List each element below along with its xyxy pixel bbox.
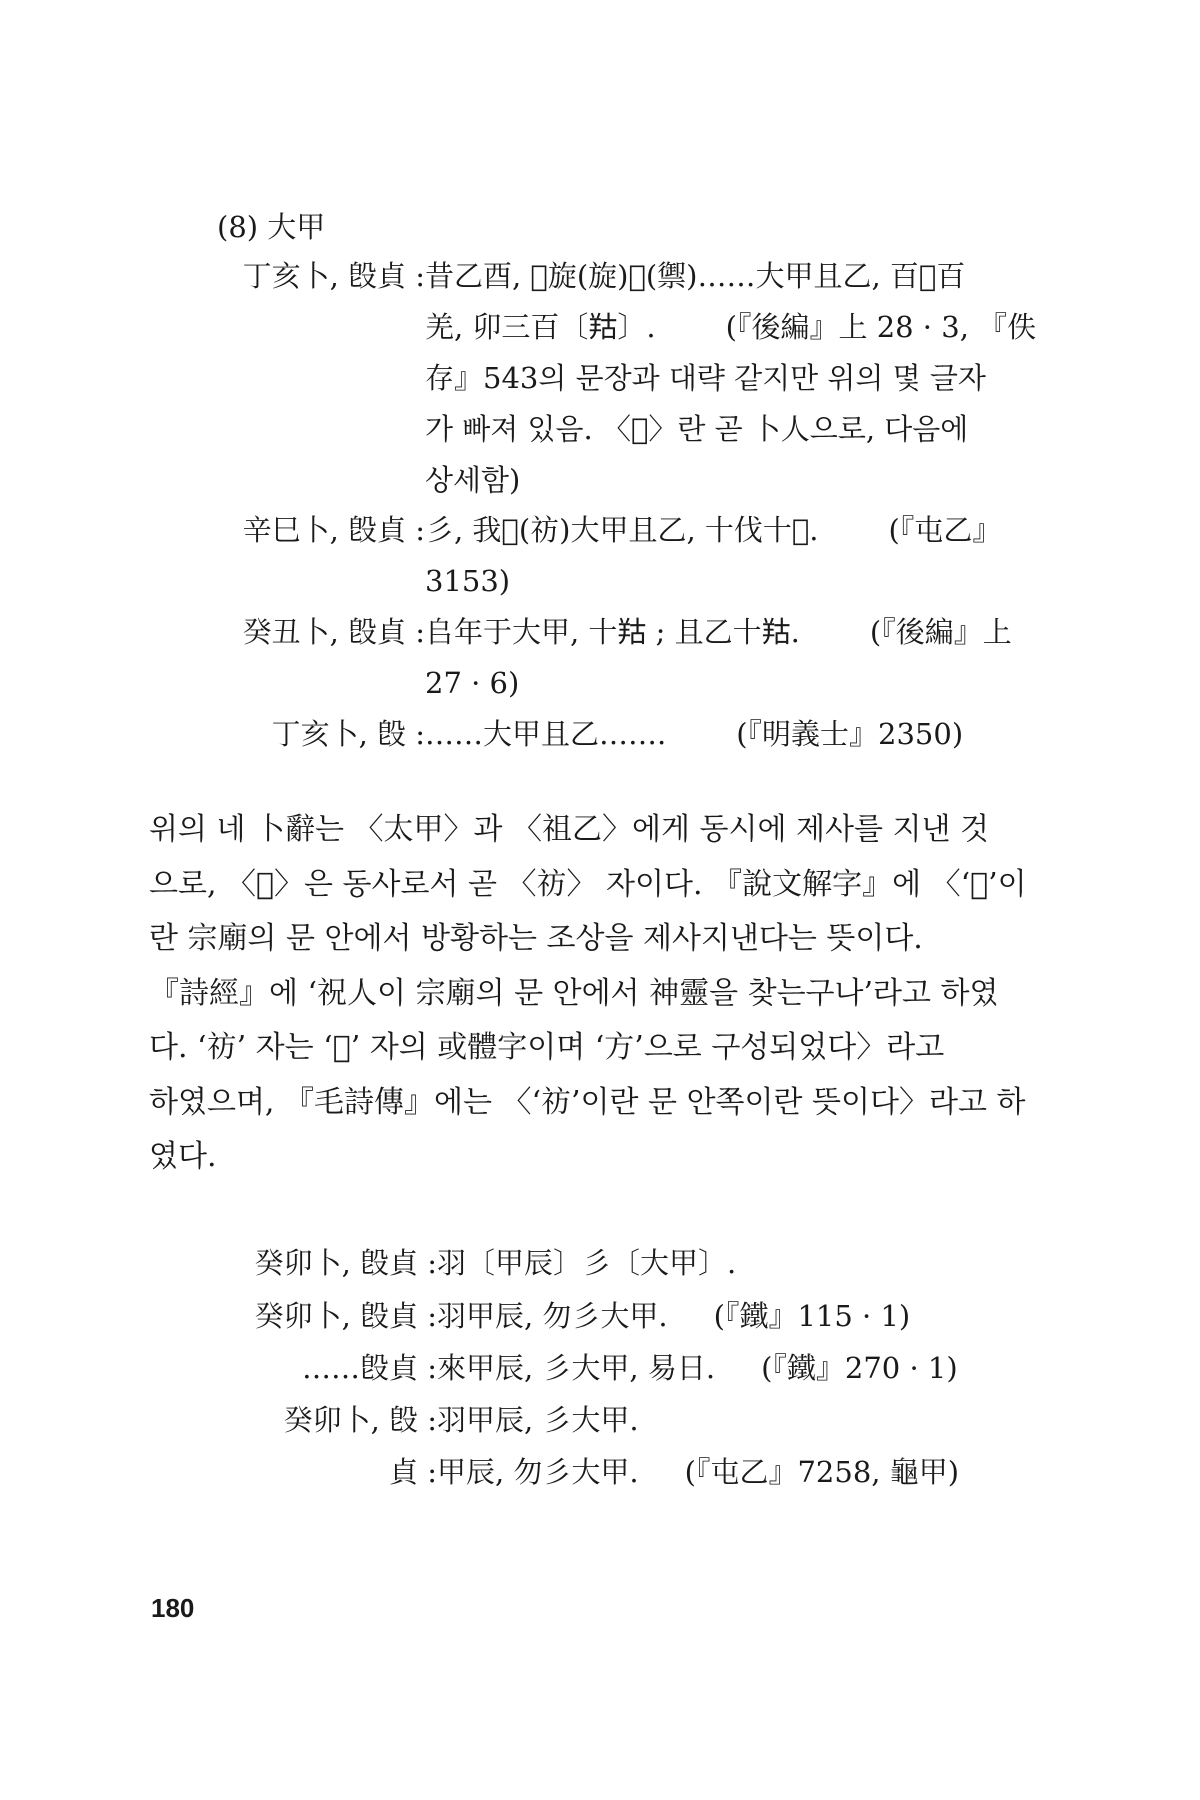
entry-head: 辛巳卜, 𣪘貞 : [242, 513, 425, 547]
commentary-paragraph [149, 803, 1059, 1185]
entry-line: 存』543의 문장과 대략 같지만 위의 몇 글자 [425, 361, 986, 395]
entry-line [425, 302, 1055, 353]
entry-line-text: 羌, 卯三百〔𦍩〕. [425, 310, 656, 344]
entry-line-text: 羽甲辰, 勿彡大甲. [437, 1299, 668, 1333]
citation: (『後編』上 [869, 615, 1012, 649]
inscription-entry [200, 505, 1060, 607]
inscription-entry [212, 1237, 1072, 1289]
inscription-entry [212, 1394, 1072, 1446]
entry-head: 癸卯卜, 𣪘 : [283, 1403, 437, 1437]
citation: (『屯乙』7258, 龜甲) [684, 1455, 960, 1489]
paragraph-line: 였다. [149, 1139, 217, 1174]
citation: (『後編』上 28 · 3, 『佚 [725, 310, 1037, 344]
entry-line [425, 607, 1055, 658]
entry-line: 27 · 6) [425, 666, 520, 700]
entry-body [425, 505, 1055, 607]
citation: (『屯乙』 [888, 513, 1002, 547]
inscription-entry [200, 607, 1060, 709]
entry-body [437, 1446, 1072, 1498]
citation: (『鐵』115 · 1) [713, 1299, 911, 1333]
entry-head: 癸卯卜, 𣪘貞 : [254, 1299, 437, 1333]
entry-head: 貞 : [389, 1455, 437, 1489]
paragraph-line: 하였으며, 『毛詩傳』에는 〈‘祊’이란 문 안쪽이란 뜻이다〉라고 하 [149, 1084, 1026, 1120]
entry-line: 3153) [425, 564, 511, 598]
citation: (『明義士』2350) [736, 717, 964, 751]
entry-line-text: ……大甲且乙……. [425, 717, 667, 751]
entry-line [425, 505, 1055, 556]
entry-head: 丁亥卜, 𣪘貞 : [242, 259, 425, 293]
inscription-entry [212, 1290, 1072, 1342]
entry-body [425, 607, 1055, 709]
entry-head: ……𣪘貞 : [302, 1351, 437, 1385]
paragraph-line: 『詩經』에 ‘祝人이 宗廟의 문 안에서 神靈을 찾는구나’라고 하였 [149, 975, 999, 1011]
entry-body [437, 1290, 1072, 1342]
entry-body [425, 251, 1055, 506]
entry-line: 가 빠져 있음. 〈𦉶〉란 곧 卜人으로, 다음에 [425, 412, 969, 446]
inscription-entry [200, 251, 1060, 506]
entry-body [425, 709, 1055, 760]
inscription-entry [212, 1342, 1072, 1394]
entry-body [437, 1394, 1072, 1446]
entry-body [437, 1237, 1072, 1289]
entry-line [425, 709, 1055, 760]
paragraph-line: 란 宗廟의 문 안에서 방황하는 조상을 제사지낸다는 뜻이다. [149, 921, 923, 956]
entry-head: 癸丑卜, 𣪘貞 : [242, 615, 425, 649]
section-title: (8) 大甲 [217, 210, 326, 244]
paragraph-line: 다. ‘祊’ 자는 ‘𩬊’ 자의 或體字이며 ‘方’으로 구성되었다〉라고 [149, 1030, 945, 1065]
entry-line-text: 來甲辰, 彡大甲, 易日. [437, 1351, 716, 1385]
entry-head: 癸卯卜, 𣪘貞 : [254, 1246, 437, 1280]
entry-line: 상세함) [425, 463, 521, 497]
citation: (『鐵』270 · 1) [761, 1351, 958, 1385]
entry-line-text: 𠂤年于大甲, 十𦍩 ; 且乙十𦍩. [425, 615, 800, 649]
paragraph-line: 으로, 〈𠃚〉은 동사로서 곧 〈祊〉 자이다. 『說文解字』에 〈‘𩬊’이 [149, 866, 1027, 902]
inscription-entry [200, 709, 1060, 760]
page-number: 180 [151, 1593, 195, 1623]
entry-body [437, 1342, 1072, 1394]
entry-line-text: 羽甲辰, 彡大甲. [437, 1403, 639, 1437]
inscription-entry [212, 1446, 1072, 1498]
entry-line: 昔乙酉, 𦉶旋(旋)𨚔(禦)……大甲且乙, 百𨋽百 [425, 259, 966, 293]
entry-head: 丁亥卜, 𣪘 : [271, 717, 425, 751]
entry-line-text: 甲辰, 勿彡大甲. [437, 1455, 639, 1489]
entry-line-text: 羽〔甲辰〕彡〔大甲〕. [437, 1246, 737, 1280]
entry-line-text: 彡, 我𠃚(祊)大甲且乙, 十伐十𦍩. [425, 513, 819, 547]
paragraph-line: 위의 네 卜辭는 〈太甲〉과 〈祖乙〉에게 동시에 제사를 지낸 것 [149, 812, 989, 847]
